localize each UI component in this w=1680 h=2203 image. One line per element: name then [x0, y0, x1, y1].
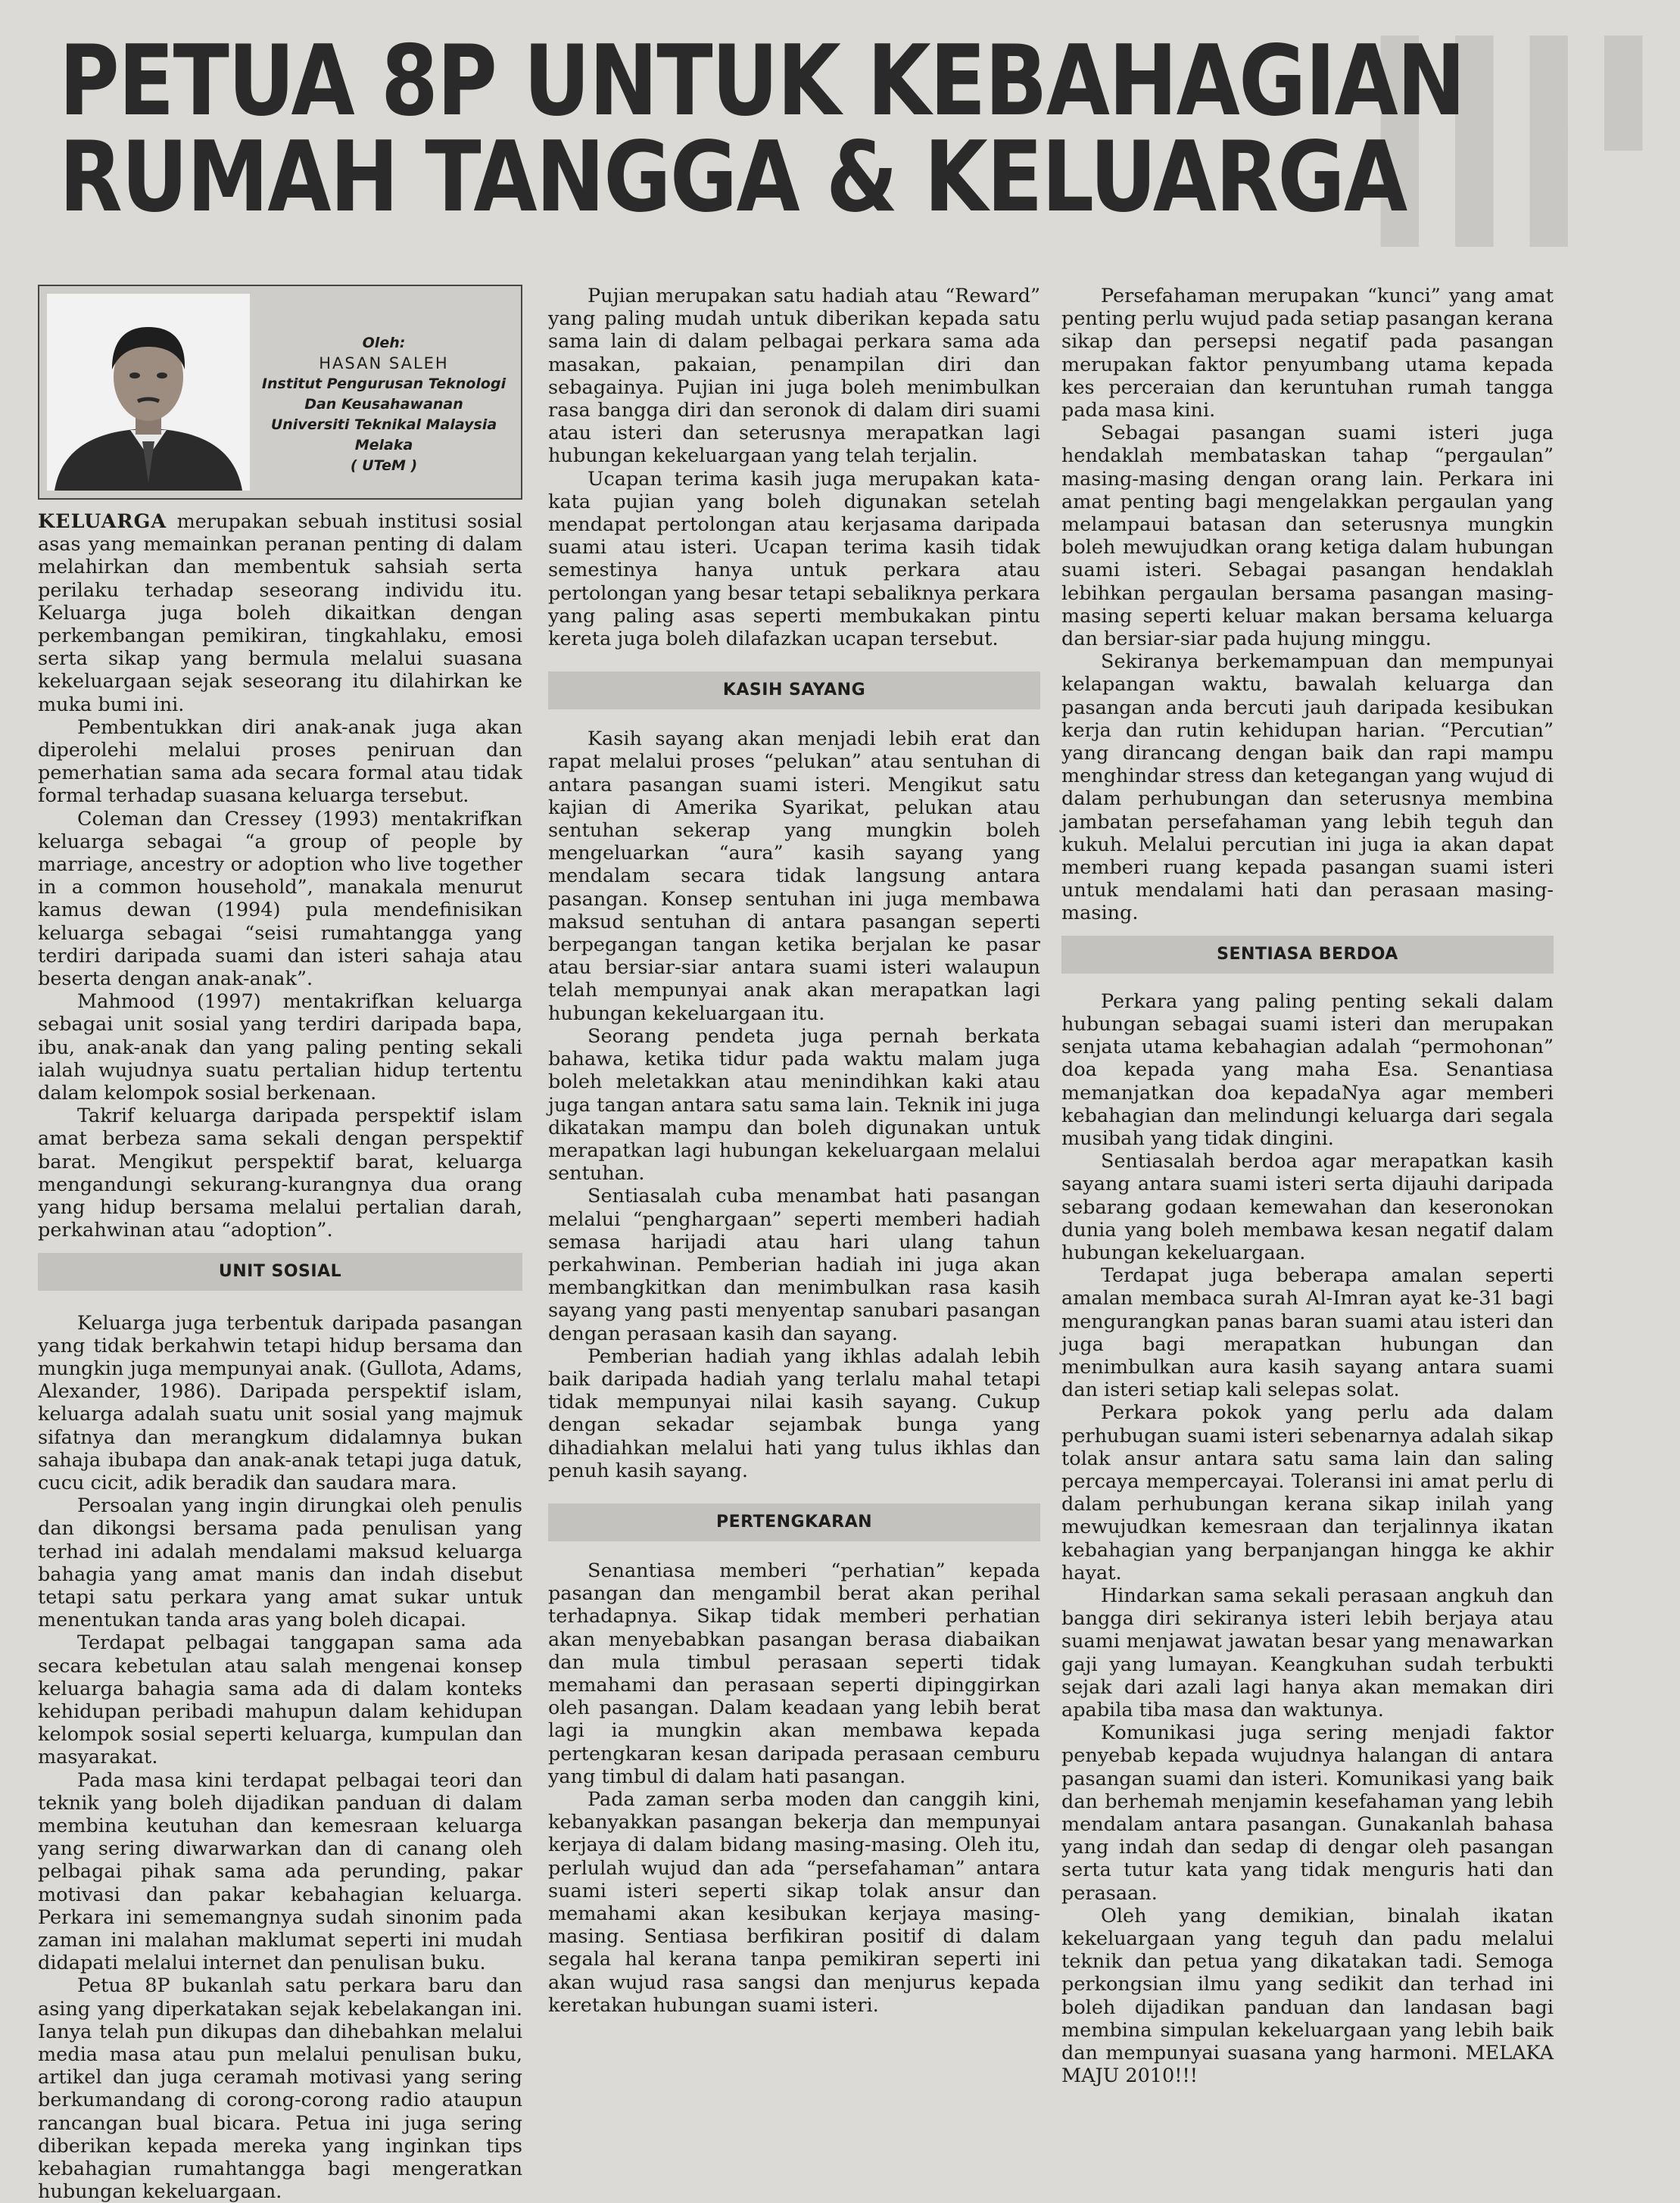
paragraph: Sekiranya berkemampuan dan mempunyai kelapangan waktu, bawalah keluarga dan pasangan anda bercuti jauh daripada kesibukan kerja dan rutin kehidupan harian. “Percutian” yang dirancang dengan baik dan rapi mampu menghindar stress dan ketegangan yang wujud di dalam perhubungan dan seterusnya membina jambatan persefahaman yang lebih teguh dan kukuh. Melalui percutian ini juga ia akan dapat memberi ruang kepada pasangan suami isteri untuk mendalami hati dan perasaan masing-masing.	[1061, 650, 1554, 925]
paragraph: Pembentukkan diri anak-anak juga akan diperolehi melalui proses peniruan dan pemerhatian sama ada secara formal atau tidak formal terhadap suasana keluarga tersebut.	[38, 715, 522, 808]
paragraph: Hindarkan sama sekali perasaan angkuh dan bangga diri sekiranya isteri lebih berjaya atau suami menjawat jawatan besar yang menawarkan gaji yang lumayan. Keangkuhan sudah terbukti sejak dari azali lagi hanya akan memakan diri apabila tiba masa dan waktunya.	[1061, 1584, 1554, 1722]
lead-word: KELUARGA	[38, 510, 167, 533]
paragraph: Ucapan terima kasih juga merupakan kata-kata pujian yang boleh digunakan setelah mendapat pertolongan atau kerjasama daripada suami atau isteri. Ucapan terima kasih tidak semestinya hanya untuk perkara atau pertolongan yang besar tetapi sebaliknya perkara yang paling asas seperti membukakan pintu kereta juga boleh dilafazkan ucapan tersebut.	[548, 467, 1040, 651]
paragraph: Takrif keluarga daripada perspektif islam amat berbeza sama sekali dengan perspektif barat. Mengikut perspektif barat, keluarga mengandungi sekurang-kurangnya dua orang yang hidup bersama melalui pertalian darah, perkahwinan atau “adoption”.	[38, 1105, 522, 1242]
paragraph: Persoalan yang ingin dirungkai oleh penulis dan dikongsi bersama pada penulisan yang terhad ini adalah mendalami maksud keluarga bahagia yang amat manis dan indah disebut tetapi satu perkara yang amat sukar untuk menentukan tanda aras yang boleh dicapai.	[38, 1494, 522, 1632]
author-portrait-image	[47, 294, 250, 491]
author-name: HASAN SALEH	[319, 354, 449, 372]
paragraph: Pada zaman serba moden dan canggih kini, kebanyakkan pasangan bekerja dan mempunyai kerjaya di dalam bidang masing-masing. Oleh itu, perlulah wujud dan ada “persefahaman” antara suami isteri seperti sikap tolak ansur dan memahami akan kesibukan kerjaya masing-masing. Sentiasa berfikiran positif di dalam segala hal kerana tanpa pemikiran seperti ini akan wujud rasa sangsi dan menjurus kepada keretakan hubungan suami isteri.	[548, 1787, 1040, 2017]
paragraph: Sentiasalah cuba menambat hati pasangan melalui “penghargaan” seperti memberi hadiah semasa harijadi atau hari ulang tahun perkahwinan. Pemberian hadiah ini juga akan membangkitkan dan menimbulkan rasa kasih sayang yang pasti menyentap sanubari pasangan dengan perasaan kasih dan sayang.	[548, 1185, 1040, 1345]
paragraph	[38, 510, 522, 716]
headline	[59, 25, 1465, 234]
section-heading-pertengkaran: PERTENGKARAN	[548, 1503, 1040, 1541]
article-column-1	[38, 285, 522, 2203]
paragraph: Petua 8P bukanlah satu perkara baru dan asing yang diperkatakan sejak kebelakangan ini. Ianya telah pun dikupas dan dihebahkan melalui media masa atau pun melalui penulisan buku, artikel dan juga ceramah motivasi yang sering berkumandang di corong-corong radio ataupun rancangan bual bicara. Petua ini juga sering diberikan kepada mereka yang inginkan tips kebahagian rumahtangga bagi mengeratkan hubungan kekeluargaan.	[38, 1974, 522, 2203]
paragraph: Seorang pendeta juga pernah berkata bahawa, ketika tidur pada waktu malam juga boleh meletakkan atau menindihkan kaki atau juga tangan antara satu sama lain. Teknik ini juga dikatakan mampu dan boleh digunakan untuk merapatkan lagi hubungan kekeluargaan melalui sentuhan.	[548, 1024, 1040, 1186]
author-photo	[47, 294, 250, 491]
author-credit	[259, 333, 509, 476]
paragraph: Pemberian hadiah yang ikhlas adalah lebih baik daripada hadiah yang terlalu mahal tetapi tidak mempunyai nilai kasih sayang. Cukup dengan sekadar sejambak bunga yang dihadiahkan melalui hati yang tulus ikhlas dan penuh kasih sayang.	[548, 1345, 1040, 1482]
author-affiliation-university: Universiti Teknikal Malaysia Melaka	[270, 416, 497, 453]
paragraph: Coleman dan Cressey (1993) mentakrifkan keluarga sebagai “a group of people by marriage, ancestry or adoption who live together in a common household”, manakala menurut kamus dewan (1994) pula mendefinisikan keluarga sebagai “seisi rumahtangga yang terdiri daripada suami dan isteri sahaja atau beserta dengan anak-anak”.	[38, 807, 522, 991]
headline-line-2: RUMAH TANGGA & KELUARGA	[59, 121, 1407, 234]
paragraph: Oleh yang demikian, binalah ikatan kekeluargaan yang teguh dan padu melalui teknik dan petua yang dikatakan tadi. Semoga perkongsian ilmu yang sedikit dan terhad ini boleh dijadikan panduan dan landasan bagi membina simpulan kekeluargaan yang lebih baik dan mempunyai suasana yang harmoni. MELAKA MAJU 2010!!!	[1061, 1904, 1554, 2088]
paragraph: Sebagai pasangan suami isteri juga hendaklah membataskan tahap “pergaulan” masing-masing dengan orang lain. Perkara ini amat penting bagi mengelakkan pergaulan yang melampaui batasan dan seterusnya mungkin boleh mewujudkan orang ketiga dalam hubungan suami isteri. Sebagai pasangan hendaklah lebihkan pergaulan bersama pasangan masing-masing seperti keluar makan bersama keluarga dan bersiar-siar pada hujung minggu.	[1061, 422, 1554, 651]
paragraph: Terdapat pelbagai tanggapan sama ada secara kebetulan atau salah mengenai konsep keluarga bahagia sama ada di dalam konteks kehidupan peribadi mahupun dalam kehidupan kelompok sosial seperti keluarga, kumpulan dan masyarakat.	[38, 1631, 522, 1769]
paragraph: Komunikasi juga sering menjadi faktor penyebab kepada wujudnya halangan di antara pasangan suami dan isteri. Komunikasi yang baik dan berhemah menjamin kesefahaman yang lebih mendalam antara pasangan. Gunakanlah bahasa yang indah dan sedap di dengar oleh pasangan serta tutur kata yang tidak menguris hati dan perasaan.	[1061, 1722, 1554, 1905]
paragraph: Perkara yang paling penting sekali dalam hubungan sebagai suami isteri dan merupakan senjata utama kebahagian adalah “permohonan” doa kepada yang maha Esa. Senantiasa memanjatkan doa kepadaNya agar memberi kebahagian dan melindungi keluarga dari segala musibah yang tidak dingini.	[1061, 989, 1554, 1150]
author-affiliation-institute: Institut Pengurusan Teknologi Dan Keusahawanan	[261, 375, 506, 413]
article-column-3	[1061, 285, 1554, 2088]
paragraph: Mahmood (1997) mentakrifkan keluarga sebagai unit sosial yang terdiri daripada bapa, ibu, anak-anak dan yang paling penting sekali ialah wujudnya suatu pertalian hidup tertentu dalam kelompok sosial berkenaan.	[38, 990, 522, 1105]
paragraph: Pujian merupakan satu hadiah atau “Reward” yang paling mudah untuk diberikan kepada satu sama lain di dalam pelbagai perkara sama ada masakan, pakaian, penampilan diri dan sebagainya. Pujian ini juga boleh menimbulkan rasa bangga diri dan seronok di dalam diri suami atau isteri dan seterusnya merapatkan lagi hubungan kekeluargaan yang telah terjalin.	[548, 285, 1040, 468]
author-by-label: Oleh:	[362, 335, 406, 351]
paragraph: Sentiasalah berdoa agar merapatkan kasih sayang antara suami isteri serta dijauhi daripada sebarang godaan kemewahan dan keseronokan dunia yang boleh membawa kesan negatif dalam hubungan kekeluargaan.	[1061, 1150, 1554, 1264]
paragraph: Pada masa kini terdapat pelbagai teori dan teknik yang boleh dijadikan panduan di dalam membina keutuhan dan kemesraan keluarga yang sering diwarwarkan dan di canang oleh pelbagai pihak sama ada perunding, pakar motivasi dan pakar kebahagian keluarga. Perkara ini sememangnya sudah sinonim pada zaman ini malahan maklumat seperti ini mudah didapati melalui internet dan penulisan buku.	[38, 1768, 522, 1975]
section-heading-unit-sosial: UNIT SOSIAL	[38, 1253, 522, 1291]
paragraph: Persefahaman merupakan “kunci” yang amat penting perlu wujud pada setiap pasangan kerana sikap dan persepsi negatif pada pasangan merupakan faktor penyumbang utama kepada kes perceraian dan keruntuhan rumah tangga pada masa kini.	[1061, 285, 1554, 422]
article-column-2	[548, 285, 1040, 2017]
paragraph-text: merupakan sebuah institusi sosial asas yang memainkan peranan penting di dalam melahirkan dan membentuk sahsiah serta perilaku terhadap seseorang individu itu. Keluarga juga boleh dikaitkan dengan perkembangan pemikiran, tingkahlaku, emosi serta sikap yang bermula melalui suasana kekeluargaan sejak seseorang itu dilahirkan ke muka bumi ini.	[38, 510, 522, 716]
author-affiliation-abbr: ( UTeM )	[350, 457, 418, 474]
paragraph: Senantiasa memberi “perhatian” kepada pasangan dan mengambil berat akan perihal terhadapnya. Sikap tidak memberi perhatian akan menyebabkan pasangan berasa diabaikan dan mula timbul perasaan seperti tidak memahami dan perasaan seperti dipinggirkan oleh pasangan. Dalam keadaan yang lebih berat lagi ia mungkin akan membawa kepada pertengkaran kesan daripada perasaan cemburu yang timbul di dalam hati pasangan.	[548, 1559, 1040, 1788]
paragraph: Kasih sayang akan menjadi lebih erat dan rapat melalui proses “pelukan” atau sentuhan di antara pasangan suami isteri. Mengikut satu kajian di Amerika Syarikat, pelukan atau sentuhan sekerap yang mungkin boleh mengeluarkan “aura” kasih sayang yang mendalam secara tidak langsung antara pasangan. Konsep sentuhan ini juga membawa maksud sentuhan di antara pasangan seperti berpegangan tangan ketika berjalan ke pasar atau bersiar-siar antara suami isteri walaupun telah mempunyai anak akan merapatkan lagi hubungan kekeluargaan itu.	[548, 728, 1040, 1025]
author-box	[38, 285, 522, 500]
paragraph: Perkara pokok yang perlu ada dalam perhubugan suami isteri sebenarnya adalah sikap tolak ansur antara satu sama lain dan saling percaya mempercayai. Toleransi ini amat perlu di dalam perhubungan kerana sikap inilah yang mewujudkan kemesraan dan terjalinnya ikatan kebahagian yang berpanjangan hingga ke akhir hayat.	[1061, 1401, 1554, 1584]
paragraph: Terdapat juga beberapa amalan seperti amalan membaca surah Al-Imran ayat ke-31 bagi mengurangkan panas baran suami atau isteri dan juga bagi merapatkan hubungan dan menimbulkan aura kasih sayang antara suami dan isteri setiap kali selepas solat.	[1061, 1264, 1554, 1402]
section-heading-kasih-sayang: KASIH SAYANG	[548, 671, 1040, 709]
paragraph: Keluarga juga terbentuk daripada pasangan yang tidak berkahwin tetapi hidup bersama dan mungkin juga mempunyai anak. (Gullota, Adams, Alexander, 1986). Daripada perspektif islam, keluarga adalah suatu unit sosial yang majmuk sifatnya dan merangkum didalamnya bukan sahaja ibubapa dan anak-anak tetapi juga datuk, cucu cicit, adik beradik dan saudara mara.	[38, 1311, 522, 1494]
adjacent-article-fragment: ▌▌▌▌ ▌▌▌	[1382, 37, 1680, 246]
section-heading-sentiasa-berdoa: SENTIASA BERDOA	[1061, 936, 1554, 974]
headline-line-1: PETUA 8P UNTUK KEBAHAGIAN	[59, 25, 1465, 138]
